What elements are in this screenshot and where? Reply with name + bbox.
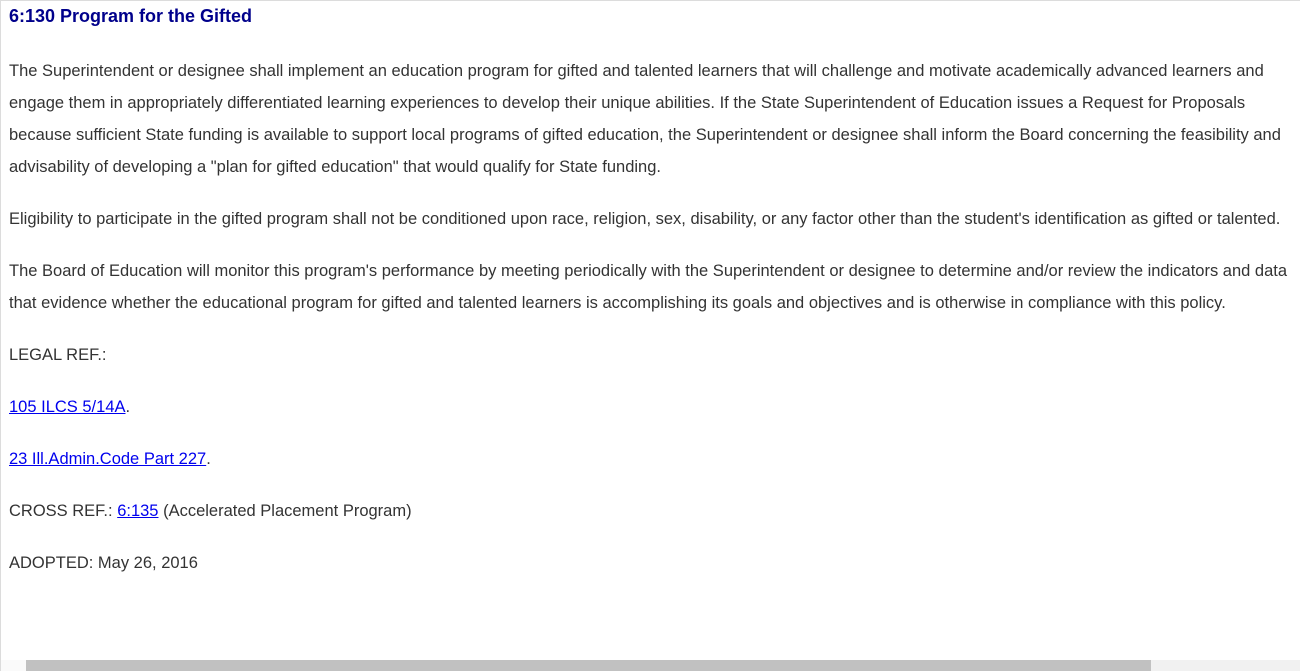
adopted-line: ADOPTED: May 26, 2016 [9, 554, 198, 572]
policy-paragraph-monitoring: The Board of Education will monitor this program's performance by meeting periodically with the Superintendent or designee to determine and/or review the indicators and data that evidence whether the educational program for gifted and talented learners is accomplishing its goals and objectives and is otherwise in compliance with this policy. [9, 262, 1288, 312]
horizontal-scrollbar-corner [1, 660, 26, 671]
cross-ref-line [9, 495, 1292, 527]
legal-ref-period: . [206, 450, 211, 468]
horizontal-scrollbar-thumb[interactable] [26, 660, 1151, 671]
horizontal-scrollbar[interactable] [1, 660, 1300, 671]
legal-ref-line [9, 443, 1292, 475]
legal-ref-period: . [125, 398, 131, 416]
cross-ref-description: (Accelerated Placement Program) [158, 502, 412, 520]
legal-ref-link-23-admin-code[interactable]: 23 Ill.Admin.Code Part 227 [9, 450, 207, 468]
page-title: 6:130 Program for the Gifted [9, 6, 253, 26]
legal-ref-line [9, 391, 1292, 423]
legal-ref-link-105-ilcs[interactable]: 105 ILCS 5/14A [9, 398, 126, 416]
cross-ref-label: CROSS REF.: [9, 502, 118, 520]
policy-paragraph-implementation: The Superintendent or designee shall implement an education program for gifted and talented learners that will challenge and motivate academically advanced learners and engage them in appropriately differentiated learning experiences to develop their unique abilities. If the State Superintendent of Education issues a Request for Proposals because sufficient State funding is available to support local programs of gifted education, the Superintendent or designee shall inform the Board concerning the feasibility and advisability of developing a "plan for gifted education" that would qualify for State funding. [9, 62, 1281, 176]
policy-paragraph-eligibility: Eligibility to participate in the gifted program shall not be conditioned upon race, religion, sex, disability, or any factor other than the student's identification as gifted or talented. [9, 210, 1281, 228]
policy-content [1, 5, 1300, 579]
cross-ref-link-6-135[interactable]: 6:135 [117, 502, 159, 520]
legal-ref-heading: LEGAL REF.: [9, 346, 107, 364]
